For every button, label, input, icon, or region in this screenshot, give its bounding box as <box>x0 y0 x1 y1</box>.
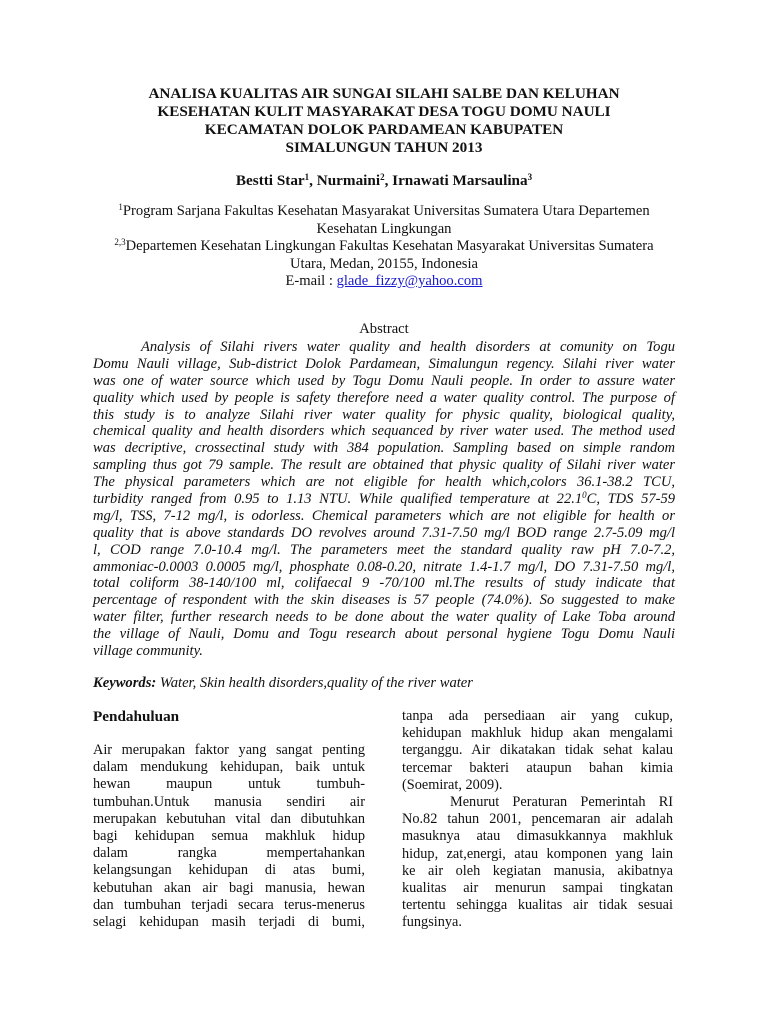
abstract-line-text: turbidity ranged from 0.95 to 1.13 NTU. While qualified temperature at 22.1 <box>93 491 583 508</box>
abstract-line: chemical quality and health disorders which sequanced by river water used. The method used <box>93 423 675 440</box>
body-line: tumbuhan.Untuk manusia sendiri air <box>93 793 365 810</box>
affiliation-text: Utara, Medan, 20155, Indonesia <box>289 255 479 272</box>
title-line: SIMALUNGUN TAHUN 2013 <box>285 139 483 156</box>
abstract-line: was decriptive, crossectinal study with 384 population. Sampling based on simple random <box>93 440 675 457</box>
affiliations <box>90 203 678 291</box>
left-column <box>93 708 365 930</box>
body-line: tanpa ada persediaan air yang cukup, <box>402 708 673 724</box>
body-line: selagi kehidupan masih terjadi di bumi, <box>93 913 365 930</box>
abstract-line: this study is to analyze Silahi river water quality for physic quality, biological quality, <box>93 406 675 423</box>
body-line: (Soemirat, 2009). <box>402 776 503 793</box>
body-line: masuknya atau dimasukkannya makhluk <box>402 828 673 845</box>
abstract-line: water filter, further research needs to be done about the water quality of Lake Toba around <box>93 609 675 626</box>
body-line: No.82 tahun 2001, pencemaran air adalah <box>402 811 673 828</box>
body-line: merupakan kebutuhan vital dan dibutuhkan <box>93 810 365 827</box>
body-line: dalam mendukung kehidupan, baik untuk <box>93 759 365 776</box>
body-line: hidup, zat,energi, atau komponen yang lain <box>402 845 673 862</box>
abstract-line-text: C, TDS 57-59 <box>586 491 676 508</box>
author-separator: , <box>384 172 393 189</box>
keywords-text: Water, Skin health disorders,quality of the river water <box>156 675 473 691</box>
affiliation-2 <box>90 238 678 256</box>
abstract-line: total coliform 38-140/100 ml, colifaecal 9 -70/100 ml.The results of study indicate that <box>93 575 675 592</box>
body-line: tercemar bakteri ataupun bahan kimia <box>402 759 673 776</box>
author-name: Nurmaini <box>316 172 381 189</box>
email-line <box>90 273 678 291</box>
abstract-body <box>93 339 675 660</box>
keywords <box>93 675 675 692</box>
left-column-body <box>93 742 365 931</box>
email-link[interactable]: glade_fizzy@yahoo.com <box>336 273 483 289</box>
title-line: KESEHATAN KULIT MASYARAKAT DESA TOGU DOMU NAULI <box>157 103 611 120</box>
abstract-line: village community. <box>93 643 203 660</box>
body-line: kualitas air menurun sampai tingkatan <box>402 879 673 896</box>
body-line: dalam rangka mempertahankan <box>93 845 365 862</box>
author-list <box>120 172 648 190</box>
affiliation-text: Kesehatan Lingkungan <box>316 220 452 237</box>
title-line: KECAMATAN DOLOK PARDAMEAN KABUPATEN <box>204 121 564 138</box>
abstract-line <box>93 491 675 508</box>
right-column <box>402 708 673 931</box>
body-line: terganggu. Air dikatakan tidak sehat kalau <box>402 742 673 759</box>
affiliation-1 <box>90 203 678 221</box>
body-line: hewan maupun untuk tumbuh- <box>93 776 365 793</box>
paper-title <box>120 85 648 157</box>
email-label: E-mail : <box>285 273 337 289</box>
abstract-line: sampling thus got 79 sample. The result are obtained that physic quality of Silahi river water <box>93 457 675 474</box>
abstract-line: Analysis of Silahi rivers water quality and health disorders at comunity on Togu <box>141 339 675 355</box>
abstract-line: the village of Nauli, Domu and Togu research about personal hygiene Togu Domu Nauli <box>93 626 675 643</box>
author-superscript: 2 <box>380 172 385 182</box>
abstract-line: was one of water source which used by Togu Domu Nauli people. In order to assure water <box>93 372 675 389</box>
abstract-line: l, COD range 7.0-10.4 mg/l. The parameters meet the standard quality raw pH 7.0-7.2, <box>93 541 675 558</box>
abstract-line: percentage of respondent with the skin diseases is 57 people (74.0%). So suggested to make <box>93 592 675 609</box>
author-separator: , <box>309 172 317 189</box>
body-line: kebutuhan akan air bagi manusia, hewan <box>93 879 365 896</box>
affiliation-superscript: 2,3 <box>114 237 126 247</box>
keywords-label: Keywords: <box>93 675 157 691</box>
body-line: ke air oleh kegiatan manusia, akibatnya <box>402 862 673 879</box>
body-line: Menurut Peraturan Pemerintah RI <box>450 793 673 810</box>
abstract-line: quality that is above standards DO revolves around 7.31-7.50 mg/l BOD range 2.7-5.09 mg/l <box>93 524 675 541</box>
author-name: Bestti Star <box>235 172 305 189</box>
body-line: tertentu sehingga kualitas air tidak sesuai <box>402 897 673 914</box>
author-superscript: 3 <box>527 172 533 182</box>
body-line: kehidupan makhluk hidup akan mengalami <box>402 725 673 742</box>
abstract-line: quality which used by people is safety therefore need a water quality control. The purpose of <box>93 389 675 406</box>
abstract-line: ammoniac-0.0003 0.0005 mg/l, phosphate 0.08-0.20, nitrate 1.4-1.7 mg/l, DO 7.31-7.50 mg/l, <box>93 558 675 575</box>
degree-superscript: 0 <box>582 490 587 501</box>
body-line: fungsinya. <box>402 914 462 931</box>
body-line: kelangsungan kehidupan di atas bumi, <box>93 862 365 879</box>
affiliation-superscript: 1 <box>118 202 123 212</box>
body-line: dan tumbuhan terjadi secara terus-menerus <box>93 896 365 913</box>
author-superscript: 1 <box>304 172 310 182</box>
section-heading: Pendahuluan <box>93 708 180 725</box>
title-line: ANALISA KUALITAS AIR SUNGAI SILAHI SALBE DAN KELUHAN <box>148 85 620 102</box>
author-name: Irnawati Marsaulina <box>392 172 528 189</box>
abstract-heading: Abstract <box>359 321 409 337</box>
affiliation-text: Program Sarjana Fakultas Kesehatan Masyarakat Universitas Sumatera Utara Departemen <box>122 203 650 219</box>
body-line: Air merupakan faktor yang sangat penting <box>93 742 365 758</box>
abstract-line: The physical parameters which are not eligible for health which,colors 36.1-38.2 TCU, <box>93 474 675 491</box>
abstract-line: mg/l, TSS, 7-12 mg/l, is odorless. Chemical parameters which are not eligible for health or <box>93 507 675 524</box>
affiliation-text: Departemen Kesehatan Lingkungan Fakultas Kesehatan Masyarakat Universitas Sumatera <box>125 238 654 254</box>
body-line: bagi kehidupan semua makhluk hidup <box>93 827 365 844</box>
abstract-line: Domu Nauli village, Sub-district Dolok Pardamean, Simalungun regency. Silahi river water <box>93 355 675 372</box>
